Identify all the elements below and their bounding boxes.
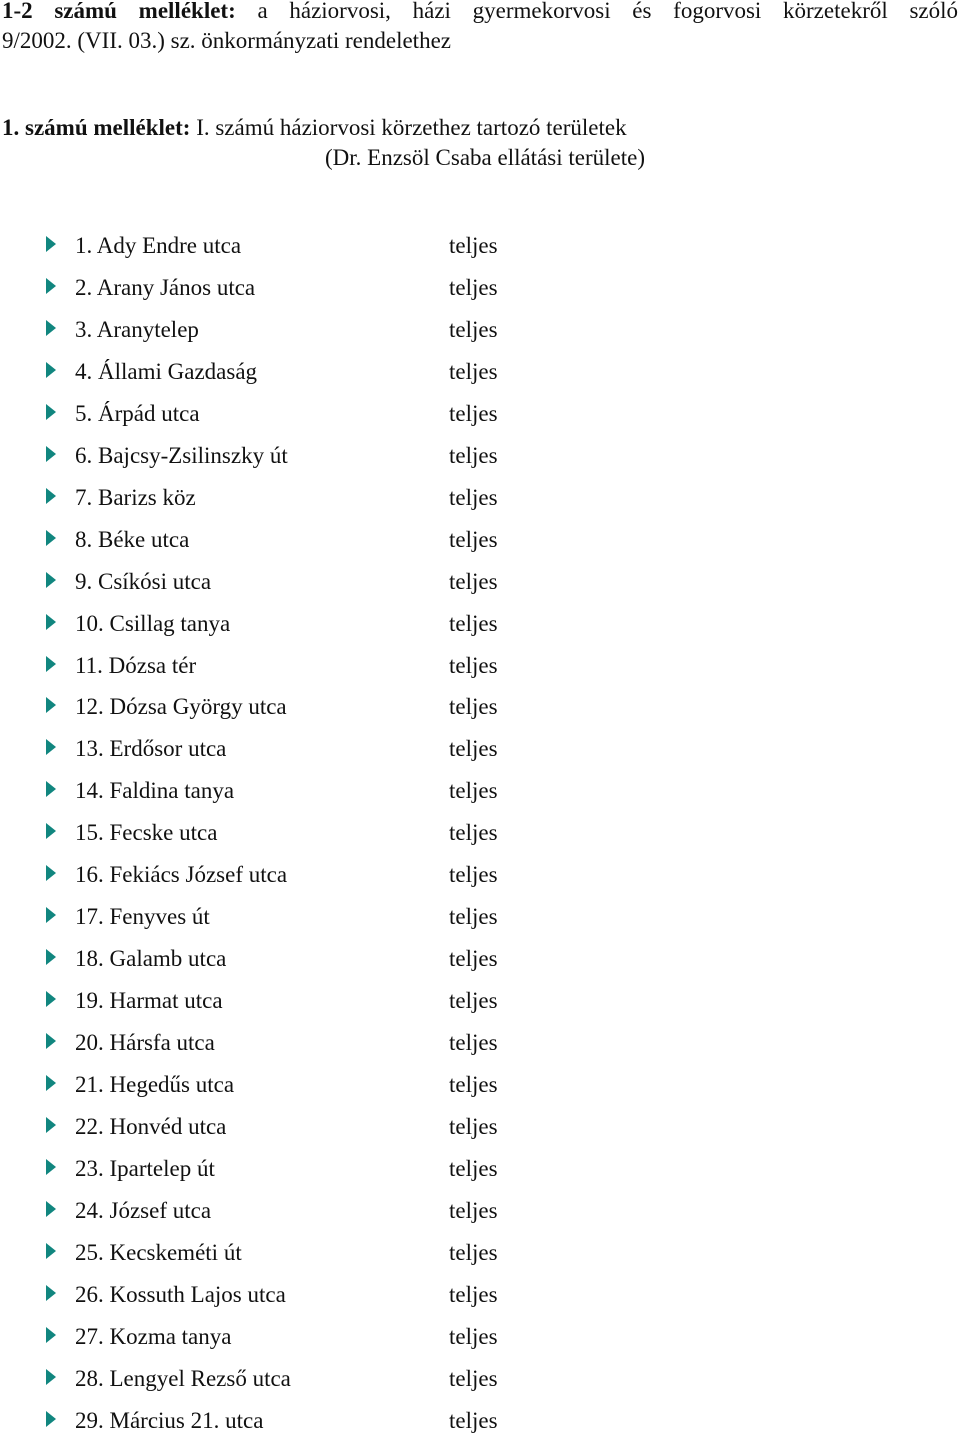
coverage-status: teljes — [449, 1281, 498, 1307]
coverage-status: teljes — [449, 1323, 498, 1349]
triangle-bullet-icon — [46, 656, 56, 672]
triangle-bullet-icon — [46, 488, 56, 504]
triangle-bullet-icon — [46, 278, 56, 294]
triangle-bullet-icon — [46, 320, 56, 336]
street-name: 8. Béke utca — [75, 526, 190, 552]
street-name: 15. Fecske utca — [75, 820, 218, 846]
street-name: 13. Erdősor utca — [75, 736, 227, 762]
street-name: 19. Harmat utca — [75, 988, 223, 1014]
coverage-status: teljes — [449, 736, 498, 762]
triangle-bullet-icon — [46, 1327, 56, 1343]
street-name: 12. Dózsa György utca — [75, 694, 287, 720]
list-item — [0, 1407, 960, 1449]
list-item — [0, 232, 960, 274]
street-name: 25. Kecskeméti út — [75, 1239, 242, 1265]
coverage-status: teljes — [449, 400, 498, 426]
triangle-bullet-icon — [46, 991, 56, 1007]
triangle-bullet-icon — [46, 530, 56, 546]
coverage-status: teljes — [449, 946, 498, 972]
list-item — [0, 526, 960, 568]
list-item — [0, 861, 960, 903]
section-title — [2, 113, 627, 143]
list-item — [0, 652, 960, 694]
triangle-bullet-icon — [46, 1201, 56, 1217]
section-annex-description: I. számú háziorvosi körzethez tartozó területek — [196, 115, 627, 140]
coverage-status: teljes — [449, 1407, 498, 1433]
list-item — [0, 1197, 960, 1239]
list-item — [0, 484, 960, 526]
list-item — [0, 1365, 960, 1407]
list-item — [0, 735, 960, 777]
triangle-bullet-icon — [46, 697, 56, 713]
street-name: 27. Kozma tanya — [75, 1323, 232, 1349]
coverage-status: teljes — [449, 274, 498, 300]
coverage-status: teljes — [449, 1155, 498, 1181]
street-name: 16. Fekiács József utca — [75, 862, 288, 888]
street-name: 17. Fenyves út — [75, 904, 210, 930]
list-item — [0, 274, 960, 316]
list-item — [0, 819, 960, 861]
street-name: 26. Kossuth Lajos utca — [75, 1281, 286, 1307]
street-name: 14. Faldina tanya — [75, 778, 235, 804]
coverage-status: teljes — [449, 1365, 498, 1391]
street-name: 2. Arany János utca — [75, 274, 256, 300]
triangle-bullet-icon — [46, 572, 56, 588]
coverage-status: teljes — [449, 1072, 498, 1098]
street-name: 6. Bajcsy-Zsilinszky út — [75, 442, 288, 468]
list-item — [0, 777, 960, 819]
list-item — [0, 945, 960, 987]
coverage-status: teljes — [449, 526, 498, 552]
coverage-status: teljes — [449, 694, 498, 720]
street-name: 22. Honvéd utca — [75, 1114, 227, 1140]
coverage-status: teljes — [449, 862, 498, 888]
street-name: 5. Árpád utca — [75, 400, 200, 426]
triangle-bullet-icon — [46, 1285, 56, 1301]
triangle-bullet-icon — [46, 1117, 56, 1133]
triangle-bullet-icon — [46, 614, 56, 630]
coverage-status: teljes — [449, 1030, 498, 1056]
triangle-bullet-icon — [46, 1033, 56, 1049]
regulation-reference: 9/2002. (VII. 03.) sz. önkormányzati rendelethez — [2, 28, 451, 53]
coverage-status: teljes — [449, 1197, 498, 1223]
coverage-status: teljes — [449, 778, 498, 804]
list-item — [0, 1239, 960, 1281]
coverage-status: teljes — [449, 442, 498, 468]
list-item — [0, 1323, 960, 1365]
triangle-bullet-icon — [46, 823, 56, 839]
coverage-status: teljes — [449, 610, 498, 636]
list-item — [0, 1029, 960, 1071]
triangle-bullet-icon — [46, 865, 56, 881]
street-name: 18. Galamb utca — [75, 946, 227, 972]
annex-label: 1-2 számú melléklet: — [2, 0, 236, 23]
section-subtitle: (Dr. Enzsöl Csaba ellátási területe) — [325, 145, 645, 170]
street-name: 24. József utca — [75, 1197, 212, 1223]
triangle-bullet-icon — [46, 404, 56, 420]
coverage-status: teljes — [449, 1239, 498, 1265]
coverage-status: teljes — [449, 316, 498, 342]
coverage-status: teljes — [449, 358, 498, 384]
street-name: 4. Állami Gazdaság — [75, 358, 258, 384]
street-name: 7. Barizs köz — [75, 484, 196, 510]
annex-description: a háziorvosi, házi gyermekorvosi és fogorvosi körzetekről szóló — [257, 0, 958, 23]
list-item — [0, 358, 960, 400]
coverage-status: teljes — [449, 904, 498, 930]
street-list — [0, 232, 960, 1449]
coverage-status: teljes — [449, 568, 498, 594]
triangle-bullet-icon — [46, 781, 56, 797]
street-name: 28. Lengyel Rezső utca — [75, 1365, 291, 1391]
list-item — [0, 693, 960, 735]
triangle-bullet-icon — [46, 1411, 56, 1427]
coverage-status: teljes — [449, 988, 498, 1014]
list-item — [0, 400, 960, 442]
street-name: 9. Csíkósi utca — [75, 568, 212, 594]
list-item — [0, 903, 960, 945]
list-item — [0, 1113, 960, 1155]
triangle-bullet-icon — [46, 739, 56, 755]
list-item — [0, 316, 960, 358]
triangle-bullet-icon — [46, 1159, 56, 1175]
triangle-bullet-icon — [46, 949, 56, 965]
section-annex-label: 1. számú melléklet: — [2, 115, 191, 140]
triangle-bullet-icon — [46, 1243, 56, 1259]
triangle-bullet-icon — [46, 446, 56, 462]
street-name: 21. Hegedűs utca — [75, 1072, 235, 1098]
triangle-bullet-icon — [46, 907, 56, 923]
list-item — [0, 1071, 960, 1113]
list-item — [0, 610, 960, 652]
street-name: 1. Ady Endre utca — [75, 233, 242, 258]
document-heading — [2, 0, 958, 26]
street-name: 29. Március 21. utca — [75, 1407, 264, 1433]
street-name: 20. Hársfa utca — [75, 1030, 215, 1056]
street-name: 3. Aranytelep — [75, 316, 199, 342]
triangle-bullet-icon — [46, 236, 56, 252]
list-item — [0, 442, 960, 484]
triangle-bullet-icon — [46, 362, 56, 378]
coverage-status: teljes — [449, 652, 498, 678]
coverage-status: teljes — [449, 1114, 498, 1140]
list-item — [0, 568, 960, 610]
list-item — [0, 1155, 960, 1197]
street-name: 11. Dózsa tér — [75, 652, 197, 678]
triangle-bullet-icon — [46, 1075, 56, 1091]
coverage-status: teljes — [449, 484, 498, 510]
list-item — [0, 1281, 960, 1323]
list-item — [0, 987, 960, 1029]
street-name: 23. Ipartelep út — [75, 1155, 215, 1181]
street-name: 10. Csillag tanya — [75, 610, 231, 636]
coverage-status: teljes — [449, 233, 498, 258]
coverage-status: teljes — [449, 820, 498, 846]
triangle-bullet-icon — [46, 1369, 56, 1385]
